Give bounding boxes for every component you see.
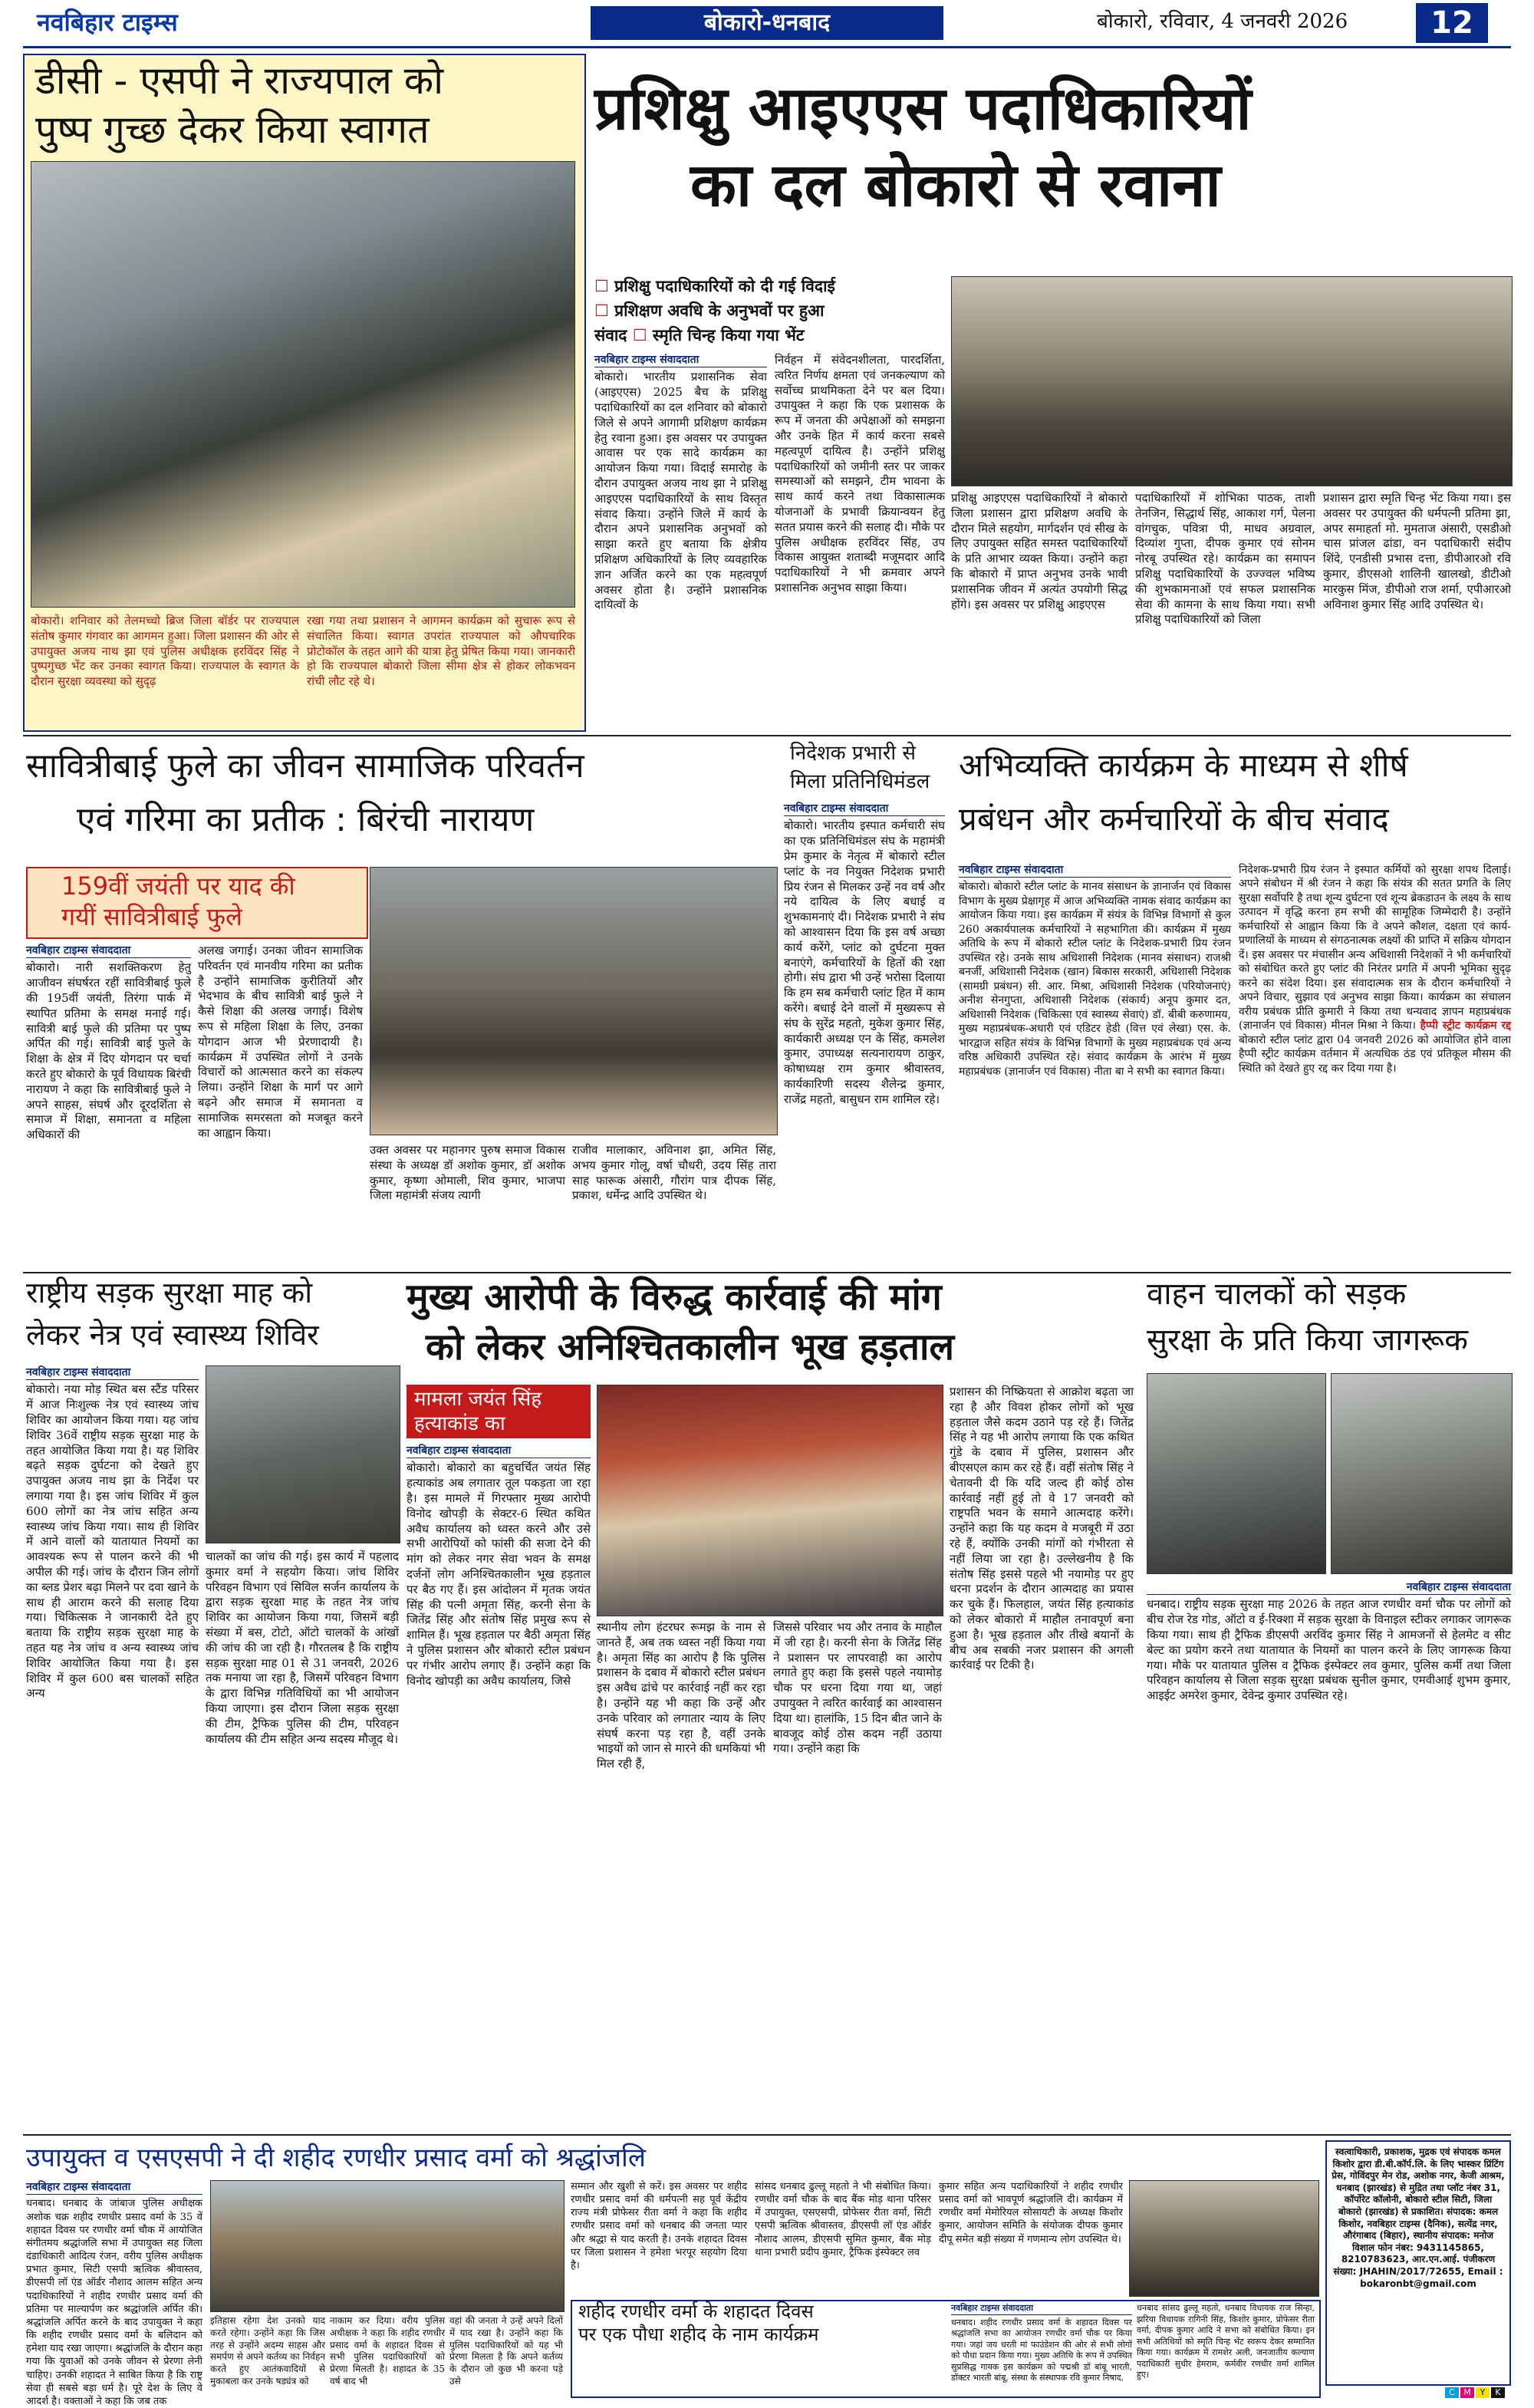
story2-bullet-2-text: प्रशिक्षण अवधि के अनुभवों पर हुआ bbox=[614, 301, 825, 320]
story2-col1 bbox=[594, 353, 767, 721]
story4-col1-text: बोकारो। भारतीय इस्पात कर्मचारी संघ का एक प्रतिनिधिमंडल संघ के महामंत्री प्रेम कुमार के नेतृत्व में बोकारो स्टील प्लांट के नव नियुक्त निदेशक प्रभारी प्रिय रंजन से मिलकर उन्हें नव वर्ष और नये दायित्व के लिए बधाई व शुभकामनाएं दी। निदेशक प्रभारी ने संघ को आश्वासन दिया कि इस वर्ष अच्छा कार्य करेंगे, प्लांट को दुर्घटना मुक्त बनाएंगे, कर्मचारियों के हितों की रक्षा होगी। संघ द्वारा भी उन्हें भरोसा दिलाया कि हम सब कर्मचारी प्लांट हित में काम करेंगे। बधाई देने वालों में मुख्यरूप से संघ के सुरेंद्र महतो, मुकेश कुमार सिंह, कार्यकारी अध्यक्ष एन के सिंह, कमलेश कुमार, उपाध्यक्ष सत्यनारायण ठाकुर, कोषाध्यक्ष राम कुमार श्रीवास्तव, कार्यकारिणी सदस्य शैलेन्द्र कुमार, राजेंद्र महतो, बासुधन राम शामिल रहे। bbox=[784, 819, 945, 1106]
story7-col2: स्थानीय लोग हंटरघर रूमझ के नाम से जानते हैं, अब तक ध्वस्त नहीं किया गया है। अमृता सिंह का आरोप है कि पुलिस प्रशासन के दबाव में बोकारो स्टील प्रबंधन इस अवैध ढांचे पर कार्रवाई नहीं कर रहा है। उन्होंने यह भी कहा कि उन्हें और उनके परिवार को लगातार न्याय के लिए संघर्ष करना पड़ रहा है, वहीं उनके भाइयों को जान से मारने की धमकियां भी मिल रही हैं, bbox=[597, 1620, 765, 1771]
story2-byline: नवबिहार टाइम्स संवाददाता bbox=[594, 353, 767, 367]
story7-kicker-2: हत्याकांड का bbox=[414, 1412, 505, 1435]
story10-col1 bbox=[951, 2303, 1132, 2392]
story5-col1 bbox=[959, 863, 1231, 1266]
story3-headline-2: एवं गरिमा का प्रतीक : बिरंची नारायण bbox=[77, 800, 535, 839]
story2-col5: प्रशासन द्वारा स्मृति चिन्ह भेंट किया गया। इस अवसर पर उपायुक्त की धर्मपत्नी प्रतिमा झा, अपर समाहर्ता मो. मुमताज अंसारी, एसडीओ चास प्रांजल ढांडा, वन पदाधिकारी संदीप शिंदे, एनडीसी प्रभास दत्ता, डीपीआरओ रवि कुमार, डीएसओ शालिनी खालखो, डीटीओ मारकुस मिंज, डीपीओ राज शर्मा, एपीआरओ अविनाश कुमार सिंह आदि उपस्थित थे। bbox=[1323, 491, 1511, 611]
story3-byline: नवबिहार टाइम्स संवाददाता bbox=[26, 944, 191, 958]
governor-welcome-photo bbox=[31, 161, 575, 608]
story9-col1-text: धनबाद। धनबाद के जांबाज पुलिस अधीक्षक अशोक चक्र शहीद रणधीर प्रसाद वर्मा के 35 वें शहादत दिवस पर रणधीर वर्मा चौक में आयोजित संगीतमय श्रद्धांजलि सभा में उपायुक्त सह जिला दंडाधिकारी आदित्य रंजन, वरीय पुलिस अधीक्षक प्रभात कुमार, सिटी एसपी ऋत्विक श्रीवास्तव, डीएसपी लॉ एंड ऑर्डर नौशाद आलम सहित अन्य पदाधिकारियों ने शहीद रणधीर प्रसाद वर्मा की प्रतिमा पर माल्यार्पण कर श्रद्धांजलि अर्पित की। श्रद्धांजलि अर्पित करने के बाद उपायुक्त ने कहा कि शहीद रणधीर प्रसाद वर्मा के बलिदान को हमेशा याद रखा जाएगा। श्रद्धांजलि के दौरान कहा गया कि युवाओं को उनके जीवन से प्रेरणा लेनी चाहिए। उनकी शहादत ने साबित किया है कि राष्ट्र सेवा ही सबसे बड़ा धर्म है। पूरे देश के लिए वे आदर्श है। वक्ताओं ने कहा कि जब तक bbox=[26, 2198, 202, 2407]
story4-byline: नवबिहार टाइम्स संवाददाता bbox=[784, 802, 945, 816]
cmyk-y: Y bbox=[1476, 2387, 1490, 2398]
story8-col1-text: धनबाद। राष्ट्रीय सड़क सुरक्षा माह 2026 के तहत आज रणधीर वर्मा चौक पर लोगों को बीच रोज रेड गोड, ऑटो व ई-रिक्शा में सड़क सुरक्षा के विनाइल स्टीकर लगाकर जागरूक किया गया। साथ ही ट्रैफिक डीएसपी अरविंद कुमार सिंह ने आमजनों से हेलमेट व सीट बेल्ट का प्रयोग करने तथा यातायात के नियमों का पालन करने के लिए जागरूक किया गया। मौके पर यातायात पुलिस व ट्रैफिक इंस्पेक्टर लव कुमार, पुलिस कर्मी तथा जिला परिवहन कार्यालय से जिला सड़क सुरक्षा प्रबंधक सुनील कुमार, एमवीआई शुभम कुमार, आइईट अमरेश कुमार, देवेन्द्र कुमार उपस्थित रहे। bbox=[1147, 1597, 1511, 1703]
story2-bullet-3: संवाद ☐ स्मृति चिन्ह किया गया भेंट bbox=[594, 326, 805, 344]
imprint-text: स्वत्वाधिकारी, प्रकाशक, मुद्रक एवं संपादक कमल किशोर द्वारा डी.बी.कॉर्प.लि. के लिए भास्कर प्रिंटिंग प्रेस, गोविंदपुर मेन रोड, अशोक नगर, केजी आश्रम, धनबाद (झारखंड) से मुद्रित तथा प्लॉट नंबर 31, कॉर्पोरेट कॉलोनी, बोकारो स्टील सिटी, जिला बोकारो (झारखंड) से प्रकाशित। संपादक: कमल किशोर, नवबिहार टाइम्स (दैनिक), सत्येंद्र नगर, औरंगाबाद (बिहार), स्थानीय संपादक: मनोज विशाल फोन नंबर: 9431145865, 8210783623, आर.एन.आई. पंजीकरण संख्या: JHAHIN/2017/72655, Email : bokaronbt@gmail.com bbox=[1332, 2146, 1505, 2289]
imprint-box bbox=[1325, 2140, 1511, 2386]
story2-bullet-1: ☐ प्रशिक्षु पदाधिकारियों को दी गई विदाई bbox=[594, 277, 835, 295]
story5-byline: नवबिहार टाइम्स संवाददाता bbox=[959, 863, 1231, 878]
story7-headline-2: को लेकर अनिश्चितकालीन भूख हड़ताल bbox=[426, 1326, 955, 1369]
story3-col2: अलख जगाई। उनका जीवन सामाजिक परिवर्तन एवं मानवीय गरिमा का प्रतीक है उन्होंने सामाजिक कुरीतियों और भेदभाव के बीच सावित्री बाई फुले ने कैसे शिक्षा की अलख जगाई। विशेष रूप से महिला शिक्षा के लिए, उनका योगदान आज भी प्रेरणादायी है। कार्यक्रम में उपस्थित लोगों ने उनके विचारों को आत्मसात करने का संकल्प लिया। उन्होंने शिक्षा के मार्ग पर आगे बढ़ने और समाज में समानता व सामाजिक समरसता को मजबूत करने का आह्वान किया। bbox=[198, 944, 363, 1140]
story2-headline-1: प्रशिक्षु आइएएस पदाधिकारियों bbox=[594, 74, 1252, 143]
story7-headline-1: मुख्य आरोपी के विरुद्ध कार्रवाई की मांग bbox=[407, 1276, 942, 1319]
story3-col1 bbox=[26, 944, 191, 1266]
story7-col1 bbox=[407, 1444, 591, 2133]
ias-group-photo bbox=[951, 276, 1513, 486]
story2-col3: प्रशिक्षु आइएएस पदाधिकारियों ने बोकारो जिला प्रशासन द्वारा प्रशिक्षण अवधि के दौरान मिले सहयोग, मार्गदर्शन एवं सीख के लिए उपायुक्त सहित समस्त पदाधिकारियों के प्रति आभार व्यक्त किया। उन्होंने कहा कि बोकारो में प्राप्त अनुभव उनके भावी प्रशासनिक जीवन में अत्यंत उपयोगी सिद्ध होंगे। इस अवसर पर प्रशिक्षु आइएएस bbox=[951, 491, 1127, 611]
story6-col1 bbox=[26, 1365, 199, 2133]
story8-col1 bbox=[1147, 1580, 1511, 2133]
rule-3 bbox=[23, 2134, 1511, 2136]
story9-col3: नाकाम कर दिया। वरीय पुलिस अधीक्षक ने कहा कि शहीद रणधीर प्रसाद वर्मा के शहादत दिवस से सभी पुलिस पदाधिकारियों को प्रेरणा मिलती है। शहादत के 35 वर्ष बाद भी bbox=[330, 2315, 445, 2387]
story9-col7: कुमार सहित अन्य पदाधिकारियों ने शहीद रणधीर प्रसाद वर्मा को भावपूर्ण श्रद्धांजलि दी। कार्यक्रम में रणधीर वर्मा मेमोरियल सोसायटी के अध्यक्ष किशोर कुमार, आयोजन समिति के संयोजक दीपक कुमार दीपू समेत बड़ी संख्या में गणमान्य लोग उपस्थित थे। bbox=[939, 2181, 1123, 2245]
cmyk-k: K bbox=[1491, 2387, 1505, 2398]
tribute-officials-photo bbox=[1129, 2180, 1319, 2297]
story3-photo-caption-right: राजीव मालाकार, अविनाश झा, अमित सिंह, अभय कुमार गोलू, वर्षा चौधरी, उदय सिंह तारा साह फारूक अंसारी, गौरांग पात्र दीपक सिंह, प्रकाश, धर्मेन्द्र आदि उपस्थित थे। bbox=[572, 1143, 776, 1203]
story3-headline-1: सावित्रीबाई फुले का जीवन सामाजिक परिवर्तन bbox=[26, 746, 584, 786]
story6-col2: चालकों का जांच की गई। इस कार्य में पहलाद कुमार वर्मा ने सहयोग किया। जांच शिविर परिवहन विभाग एवं सिविल सर्जन कार्यालय के द्वारा सड़क सुरक्षा माह के तहत नेत्र जांच शिविर का आयोजन किया गया, जिसमें बड़ी संख्या में बस, टोटो, ऑटो चालकों के आंखों की जांच की जा रही है। गौरतलब है कि राष्ट्रीय सड़क सुरक्षा माह 01 से 31 जनवरी, 2026 तक मनाया जा रहा है, जिसमें परिवहन विभाग के द्वारा विभिन्न गतिविधियों का भी आयोजन किया जाएगा। इस दौरान जिला सड़क सुरक्षा की टीम, ट्रैफिक पुलिस की टीम, परिवहन कार्यालय की टीम सहित अन्य सदस्य मौजूद थे। bbox=[206, 1550, 399, 1746]
page-number: 12 bbox=[1416, 3, 1488, 43]
story1-caption-left: बोकारो। शनिवार को तेलमच्चो ब्रिज जिला बॉर्डर पर राज्यपाल संतोष कुमार गंगवार का आगमन हुआ। जिला प्रशासन की ओर से उपायुक्त अजय नाथ झा एवं पुलिस अधीक्षक हरविंदर सिंह ने पुष्पगुच्छ भेंट कर उनका स्वागत किया। राज्यपाल के स्वागत के दौरान सुरक्षा व्यवस्था को सुदृढ़ bbox=[31, 614, 299, 689]
road-safety-left-photo bbox=[1147, 1373, 1326, 1574]
story7-col1-text: बोकारो। बोकारो का बहुचर्चित जयंत सिंह हत्याकांड अब लगातार तूल पकड़ता जा रहा है। इस मामले में गिरफ्तार मुख्य आरोपी विनोद खोपड़ी के सेक्टर-6 स्थित कथित अवैध कार्यालय को ध्वस्त करने और उसे सभी आरोपियों को फांसी की सजा देने की मांग को लेकर नगर सेवा भवन के समक्ष दर्जनों लोग अनिश्चितकालीन भूख हड़ताल पर बैठ गए हैं। इस आंदोलन में मृतक जयंत सिंह की पत्नी अमृता सिंह, करनी सेना के जितेंद्र सिंह और संतोष सिंह प्रमुख रूप से शामिल हैं। भूख हड़ताल पर बैठी अमृता सिंह ने पुलिस प्रशासन और बोकारो स्टील प्रबंधन पर गंभीर आरोप लगाए हैं। उन्होंने कहा कि विनोद खोपड़ी का अवैध कार्यालय, जिसे bbox=[407, 1461, 591, 1688]
story5-col2-text: निदेशक-प्रभारी प्रिय रंजन ने इस्पात कर्मियों को सुरक्षा शपथ दिलाई। अपने संबोधन में श्री रंजन ने कहा कि संयंत्र की सतत प्रगति के लिए सुरक्षा सर्वोपरि है तथा शून्य दुर्घटना एवं शून्य ब्रेकडाउन के लक्ष्य के साथ उत्पादन में वृद्धि करना हम सभी की सामूहिक जिम्मेदारी है। उन्होंने कर्मचारियों से आह्वान किया कि वे अपने कौशल, दक्षता एवं कार्य-प्रणालियों के माध्यम से संगठनात्मक लक्ष्यों की प्राप्ति में सक्रिय योगदान दें। इस अवसर पर मंचासीन अन्य अधिशासी निदेशकों ने भी कर्मचारियों को संबोधित करते हुए प्लांट की निरंतर प्रगति में अपनी भूमिका सुदृढ़ करने का संदेश दिया। इस संवादात्मक सत्र के दौरान कर्मचारियों ने अपने विचार, सुझाव एवं अनुभव साझा किया। कार्यक्रम का संचालन वरीय प्रबंधक प्रीति कुमारी ने किया तथा धन्यवाद ज्ञापन महाप्रबंधक (ज्ञानार्जन एवं विकास) मीनल मिश्रा ने किया। bbox=[1239, 864, 1511, 1033]
story6-headline-1: राष्ट्रीय सड़क सुरक्षा माह को bbox=[26, 1276, 313, 1309]
story1-headline-2: पुष्प गुच्छ देकर किया स्वागत bbox=[35, 107, 430, 152]
story3-kicker-2: गयीं सावित्रीबाई फुले bbox=[61, 902, 242, 931]
masthead-rule bbox=[23, 46, 1511, 48]
story2-col2: निर्वहन में संवेदनशीलता, पारदर्शिता, त्वरित निर्णय क्षमता एवं जनकल्याण को सर्वोच्च प्राथमिकता देने पर बल दिया। उपायुक्त ने कहा कि एक प्रशासक के रूप में जनता की अपेक्षाओं को समझना और उनके हित में कार्य करना सबसे महत्वपूर्ण दायित्व है। उन्होंने प्रशिक्षु पदाधिकारियों को जमीनी स्तर पर जाकर समस्याओं को समझने, टीम भावना के साथ कार्य करने तथा विकासात्मक योजनाओं के प्रभावी क्रियान्वयन हेतु सतत प्रयास करने की सलाह दी। मौके पर पुलिस अधीक्षक हरविंदर सिंह, उप विकास आयुक्त शताब्दी मजूमदार आदि पदाधिकारियों ने भी क्रमवार अपने प्रशासनिक अनुभव साझा किया। bbox=[775, 353, 945, 595]
story10-byline: नवबिहार टाइम्स संवाददाता bbox=[951, 2303, 1132, 2315]
edition-label: बोकारो-धनबाद bbox=[591, 6, 943, 40]
hunger-strike-photo bbox=[597, 1385, 943, 1616]
story8-byline: नवबिहार टाइम्स संवाददाता bbox=[1147, 1580, 1511, 1595]
story6-col1-text: बोकारो। नया मोड़ स्थित बस स्टैंड परिसर में आज निःशुल्क नेत्र एवं स्वास्थ्य जांच शिविर का आयोजन किया गया। यह जांच शिविर 36वें राष्ट्रीय सड़क सुरक्षा माह के तहत आयोजित किया गया है। यह शिविर बढ़ते सड़क दुर्घटना को देखते हुए उपायुक्त अजय नाथ झा के निर्देश पर लगाया गया है। इस जांच शिविर में कुल 600 लोगों का नेत्र जांच सहित अन्य स्वास्थ्य जांच किया गया। साथ ही शिविर में आने वालों को यातायात नियमों का आवश्यक रूप से पालन करने की भी अपील की गई। जांच के दौरान जिन लोगों का ब्लड प्रेशर बढ़ा मिलने पर दवा खाने के साथ ही आराम करने की सलाह दिया गया। चिकित्सक ने जानकारी देते हुए बताया कि राष्ट्रीय सड़क सुरक्षा माह के तहत यह नेत्र जांच व अन्य स्वास्थ्य जांच शिविर आयोजित किया गया है। इस शिविर में कुल 600 बस चालकों सहित अन्य bbox=[26, 1382, 199, 1701]
masthead bbox=[0, 0, 1534, 46]
story3-kicker-1: 159वीं जयंती पर याद की bbox=[61, 871, 295, 901]
story6-byline: नवबिहार टाइम्स संवाददाता bbox=[26, 1365, 199, 1380]
story1-headline-1: डीसी - एसपी ने राज्यपाल को bbox=[35, 58, 444, 103]
rule-2 bbox=[23, 1272, 1511, 1273]
story9-byline: नवबिहार टाइम्स संवाददाता bbox=[26, 2180, 202, 2195]
cmyk-marks bbox=[1445, 2387, 1506, 2398]
story3-photo-caption-left: उक्त अवसर पर महानगर पुरुष समाज विकास संस्था के अध्यक्ष डॉ अशोक कुमार, डॉ अशोक कुमार, कृष्णा ओमाली, शिव कुमार, भाजपा जिला महामंत्री संजय त्यागी bbox=[370, 1143, 565, 1203]
savitribai-event-photo bbox=[370, 867, 778, 1135]
story9-col2: इतिहास रहेगा देश उनको याद करते रहेगा। उन्होंने कहा कि जिस तरह से उन्होंने अदम्य साहस और समर्पण से अपने कर्तव्य का निर्वहन करते हुए आतंकवादियों से मुकाबला कर उनके षड्यंत्र को bbox=[210, 2315, 325, 2387]
story8-headline-1: वाहन चालकों को सड़क bbox=[1147, 1276, 1407, 1312]
story7-kicker-1: मामला जयंत सिंह bbox=[414, 1388, 542, 1411]
story2-bullet-2: ☐ प्रशिक्षण अवधि के अनुभवों पर हुआ bbox=[594, 301, 825, 320]
story5-col1-text: बोकारो। बोकारो स्टील प्लांट के मानव संसाधन के ज्ञानार्जन एवं विकास विभाग के मुख्य प्रेक्षागृह में आज अभिव्यक्ति नामक संवाद कार्यक्रम का आयोजन किया गया। इस कार्यक्रम में संयंत्र के विभिन्न विभागों से कुल 260 अकार्यपालक कर्मचारियों ने सहभागिता की। कार्यक्रम में मुख्य अतिथि के रूप में बोकारो स्टील प्लांट के निदेशक-प्रभारी प्रिय रंजन उपस्थित रहे। उनके साथ अधिशासी निदेशक (मानव संसाधन) राजश्री बनर्जी, अधिशासी निदेशक (खान) बिकास सरकारी, अधिशासी निदेशक (सामग्री प्रबंधन) सी. आर. मिश्रा, अधिशासी निदेशक (परियोजनाएं) अनीश सेनगुप्ता, अधिशासी निदेशक (संकार्य) अनूप कुमार दत, अधिशासी निदेशक (चिकित्सा एवं स्वास्थ्य सेवाएं) डॉ. बीबी करुणामय, मुख्य महाप्रबंधक-अधारी एवं एडिटर हेडी (वित्त एवं लेखा) एस. के. भारद्वाज सहित संयंत्र के विभिन्न विभागों के मुख्य महाप्रबंधक एवं अन्य वरिष्ठ अधिकारी उपस्थित रहे। संवाद कार्यक्रम के आरंभ में मुख्य महाप्रबंधक (ज्ञानार्जन एवं विकास) नीता बा ने सभी का स्वागत किया। bbox=[959, 881, 1231, 1078]
road-safety-right-photo bbox=[1331, 1373, 1513, 1574]
story7-col4: प्रशासन की निष्क्रियता से आक्रोश बढ़ता जा रहा है और विवश होकर लोगों को भूख हड़ताल जैसे कदम उठाने पड़ रहे हैं। जितेंद्र सिंह ने यह भी आरोप लगाया कि एक कथित गुंडे के दबाव में पुलिस, प्रशासन और बीएसएल काम कर रहे हैं। वहीं संतोष सिंह ने चेतावनी दी कि यदि जल्द ही कोई ठोस कार्रवाई नहीं हुई तो वे 17 जनवरी को राष्ट्रपति भवन के समाने आत्मदाह करेंगे। उन्होंने कहा कि यह कदम वे मजबूरी में उठा रहे हैं, क्योंकि उनकी मांगों को गंभीरता से नहीं लिया जा रहा है। उल्लेखनीय है कि संतोष सिंह इससे पहले भी नयामोड़ पर हुए धरना प्रदर्शन के दौरान आत्मदाह का प्रयास कर चुके हैं। फिलहाल, जयंत सिंह हत्याकांड को लेकर बोकारो में माहौल तनावपूर्ण बना हुआ है। भूख हड़ताल और तीखे बयानों के बीच अब सबकी नजर प्रशासन की अगली कार्रवाई पर टिकी है। bbox=[950, 1385, 1134, 1672]
rule-1 bbox=[23, 735, 1511, 736]
cmyk-m: M bbox=[1460, 2387, 1474, 2398]
story2-bullet-1-text: प्रशिक्षु पदाधिकारियों को दी गई विदाई bbox=[614, 277, 835, 295]
story9-col1 bbox=[26, 2180, 202, 2407]
story5-headline-1: अभिव्यक्ति कार्यक्रम के माध्यम से शीर्ष bbox=[959, 746, 1408, 784]
story10-headline-2: पर एक पौधा शहीद के नाम कार्यक्रम bbox=[578, 2324, 819, 2345]
paper-name: नवबिहार टाइम्स bbox=[37, 8, 178, 37]
story2-col1-text: बोकारो। भारतीय प्रशासनिक सेवा (आइएएस) 2025 बैच के प्रशिक्षु पदाधिकारियों का दल शनिवार को बोकारो जिले से अपने आगामी प्रशिक्षण कार्यक्रम हेतु रवाना हुआ। इस अवसर पर उपायुक्त आवास पर एक सादे कार्यक्रम का आयोजन किया गया। विदाई समारोह के दौरान उपायुक्त अजय नाथ झा ने प्रशिक्षु आइएएस पदाधिकारियों के साथ विस्तृत संवाद किया। उन्होंने जिले में कार्य के दौरान अपने प्रशासनिक अनुभवों को साझा करते हुए बताया कि क्षेत्रीय प्रशिक्षण अधिकारियों के लिए व्यवहारिक ज्ञान अर्जित करने का एक महत्वपूर्ण अवसर होता है। उन्होंने प्रशासनिक दायित्वों के bbox=[594, 370, 767, 612]
cmyk-c: C bbox=[1445, 2387, 1459, 2398]
story4-headline-1: निदेशक प्रभारी से bbox=[790, 742, 916, 765]
story2-col4: पदाधिकारियों में शोभिका पाठक, ताशी तेनजिन, सिद्धार्थ सिंह, आकाश गर्ग, पेलना वांगचुक, पवित्रा पी, माधव अग्रवाल, दिव्यांश गुप्ता, दीपक कुमार एवं सोनम नोरबू उपस्थित रहे। कार्यक्रम का समापन प्रशिक्षु पदाधिकारियों के उज्ज्वल भविष्य की शुभकामनाओं एवं सफल प्रशासनिक सेवा की कामना के साथ किया गया। सभी प्रशिक्षु पदाधिकारियों को जिला bbox=[1135, 491, 1315, 627]
story3-col1-text: बोकारो। नारी सशक्तिकरण हेतु आजीवन संघर्षरत रहीं सावित्रीबाई फुले की 195वीं जयंती, तिरंगा पार्क में स्थापित प्रतिमा के समक्ष मनाई गई। सावित्री बाई फुले की प्रतिमा पर पुष्प अर्पित की गई। सावित्री बाई फुले के शिक्षा के क्षेत्र में दिए योगदान पर चर्चा करते हुए बोकारो के पूर्व विधायक बिरंची नारायण ने कहा कि सावित्रीबाई फुले ने अपने साहस, संघर्ष और दूरदर्शिता से समाज में शिक्षा, समानता व महिला अधिकारों की bbox=[26, 960, 191, 1142]
story9-col4: वहां की जनता ने उन्हें अपने दिलों में याद रखा है। उन्होंने कहा कि पुलिस पदाधिकारियों को यह भी प्रेरणा मिलता है कि अपने कर्तव्य के दौरान जो कुछ भी करना पड़े उसे bbox=[449, 2315, 563, 2387]
story6-headline-2: लेकर नेत्र एवं स्वास्थ्य शिविर bbox=[26, 1318, 319, 1352]
story9-col6: सांसद धनबाद ढुल्लू महतो ने भी संबोधित किया। रणधीर वर्मा चौक के बाद बैंक मोड़ थाना परिसर में उपायुक्त, एसएसपी, प्रोफेसर रीता वर्मा, सिटी एसपी ऋत्विक श्रीवास्तव, डीएसपी लॉ एंड ऑर्डर नौशाद आलम, डीएसपी सुमित कुमार, बैंक मोड़ थाना प्रभारी प्रदीप कुमार, ट्रैफिक इंस्पेक्टर लव bbox=[755, 2181, 931, 2258]
story5-col2-tail: बोकारो स्टील प्लांट द्वारा 04 जनवरी 2026 को आयोजित होने वाला हैप्पी स्ट्रीट कार्यक्रम वर्तमान में अत्यधिक ठंड एवं प्रतिकूल मौसम की स्थिति को देखते हुए रद्द कर दिया गया है। bbox=[1239, 1033, 1511, 1075]
tribute-statue-photo bbox=[210, 2180, 565, 2312]
story2-headline-2: का दल बोकारो से रवाना bbox=[690, 151, 1221, 220]
story9-headline-visible: उपायुक्त व एसएसपी ने दी शहीद रणधीर प्रसाद वर्मा को श्रद्धांजलि bbox=[26, 2143, 646, 2173]
story5-col2 bbox=[1239, 863, 1511, 1266]
story10-col1-text: धनबाद। शहीद रणधीर प्रसाद वर्मा के शहादत दिवस पर श्रद्धांजलि सभा का आयोजन रणधीर वर्मा चौक पर किया गया। जहां जय धरती मां फाउंडेशन की ओर से सभी लोगों को पौधा प्रदान किया गया। मुख्य अतिथि के रूप में उपस्थित सुप्रसिद्ध गायक इस कार्यक्रम को पद्मश्री डॉ बांबू भारती, डॉक्टर भारती बांबू, संस्था के संस्थापक रवि कुमार निषाद, bbox=[951, 2317, 1132, 2383]
story10-col2: धनबाद सांसद ढुल्लू महतो, धनबाद विधायक राज सिन्हा, झरिया विधायक रागिनी सिंह, किशोर कुमार, प्रोफेसर रीता वर्मा, दीपक कुमार आदि ने सभा को संबोधित किया। इन सभी अतिथियों को स्मृति चिन्ह भेंट स्वरूप देकर सम्मानित किया गया। कार्यक्रम में रामशेर अली, जनजातीय कल्याण पदाधिकारी सुधीर हेमराम, कर्मवीर रणधीर वर्मा शामिल हुए। bbox=[1137, 2303, 1315, 2380]
story7-byline: नवबिहार टाइम्स संवाददाता bbox=[407, 1444, 591, 1458]
story9-col5: सम्मान और खुशी से करें। इस अवसर पर शहीद रणधीर प्रसाद वर्मा की धर्मपत्नी सह पूर्व केंद्रीय राज्य मंत्री प्रोफेसर रीता वर्मा ने कहा कि शहीद रणधीर प्रसाद वर्मा को धनबाद की जनता प्यार और श्रद्धा से याद करती है। उनके शहादत दिवस पर जिला प्रशासन ने हमेशा भरपूर सहयोग दिया है। bbox=[571, 2181, 747, 2271]
story1-caption-right: रखा गया तथा प्रशासन ने आगमन कार्यक्रम को सुचारू रूप से संचालित किया। स्वागत उपरांत राज्यपाल को औपचारिक प्रोटोकॉल के तहत आगे की यात्रा हेतु प्रेषित किया गया। जानकारी हो कि राज्यपाल बोकारो जिला सीमा क्षेत्र से होकर लोकभवन रांची लौट रहे थे। bbox=[307, 614, 575, 689]
eye-camp-photo bbox=[206, 1365, 400, 1543]
dateline: बोकारो, रविवार, 4 जनवरी 2026 bbox=[1097, 10, 1348, 33]
story8-headline-2: सुरक्षा के प्रति किया जागरूक bbox=[1147, 1323, 1468, 1358]
story2-bullet-3a-text: संवाद bbox=[594, 326, 627, 344]
story2-bullet-3b-text: स्मृति चिन्ह किया गया भेंट bbox=[652, 326, 805, 344]
story4-col1 bbox=[784, 802, 945, 1266]
story10-headline-1: शहीद रणधीर वर्मा के शहादत दिवस bbox=[578, 2301, 814, 2322]
story5-headline-2: प्रबंधन और कर्मचारियों के बीच संवाद bbox=[959, 800, 1389, 838]
story7-col3: जिससे परिवार भय और तनाव के माहौल में जी रहा है। करनी सेना के जितेंद्र सिंह ने प्रशासन पर लापरवाही का आरोप लगाते हुए कहा कि इससे पहले नयामोड़ चौक पर धरना दिया गया था, जहां उपायुक्त ने त्वरित कार्रवाई का आश्वासन दिया था। हालांकि, 15 दिन बीत जाने के बावजूद कोई ठोस कदम नहीं उठाया गया। उन्होंने कहा कि bbox=[773, 1620, 942, 1756]
story5-col2-tail-red: हैप्पी स्ट्रीट कार्यक्रम रद्द bbox=[1420, 1020, 1511, 1033]
story4-headline-2: मिला प्रतिनिधिमंडल bbox=[790, 770, 930, 793]
